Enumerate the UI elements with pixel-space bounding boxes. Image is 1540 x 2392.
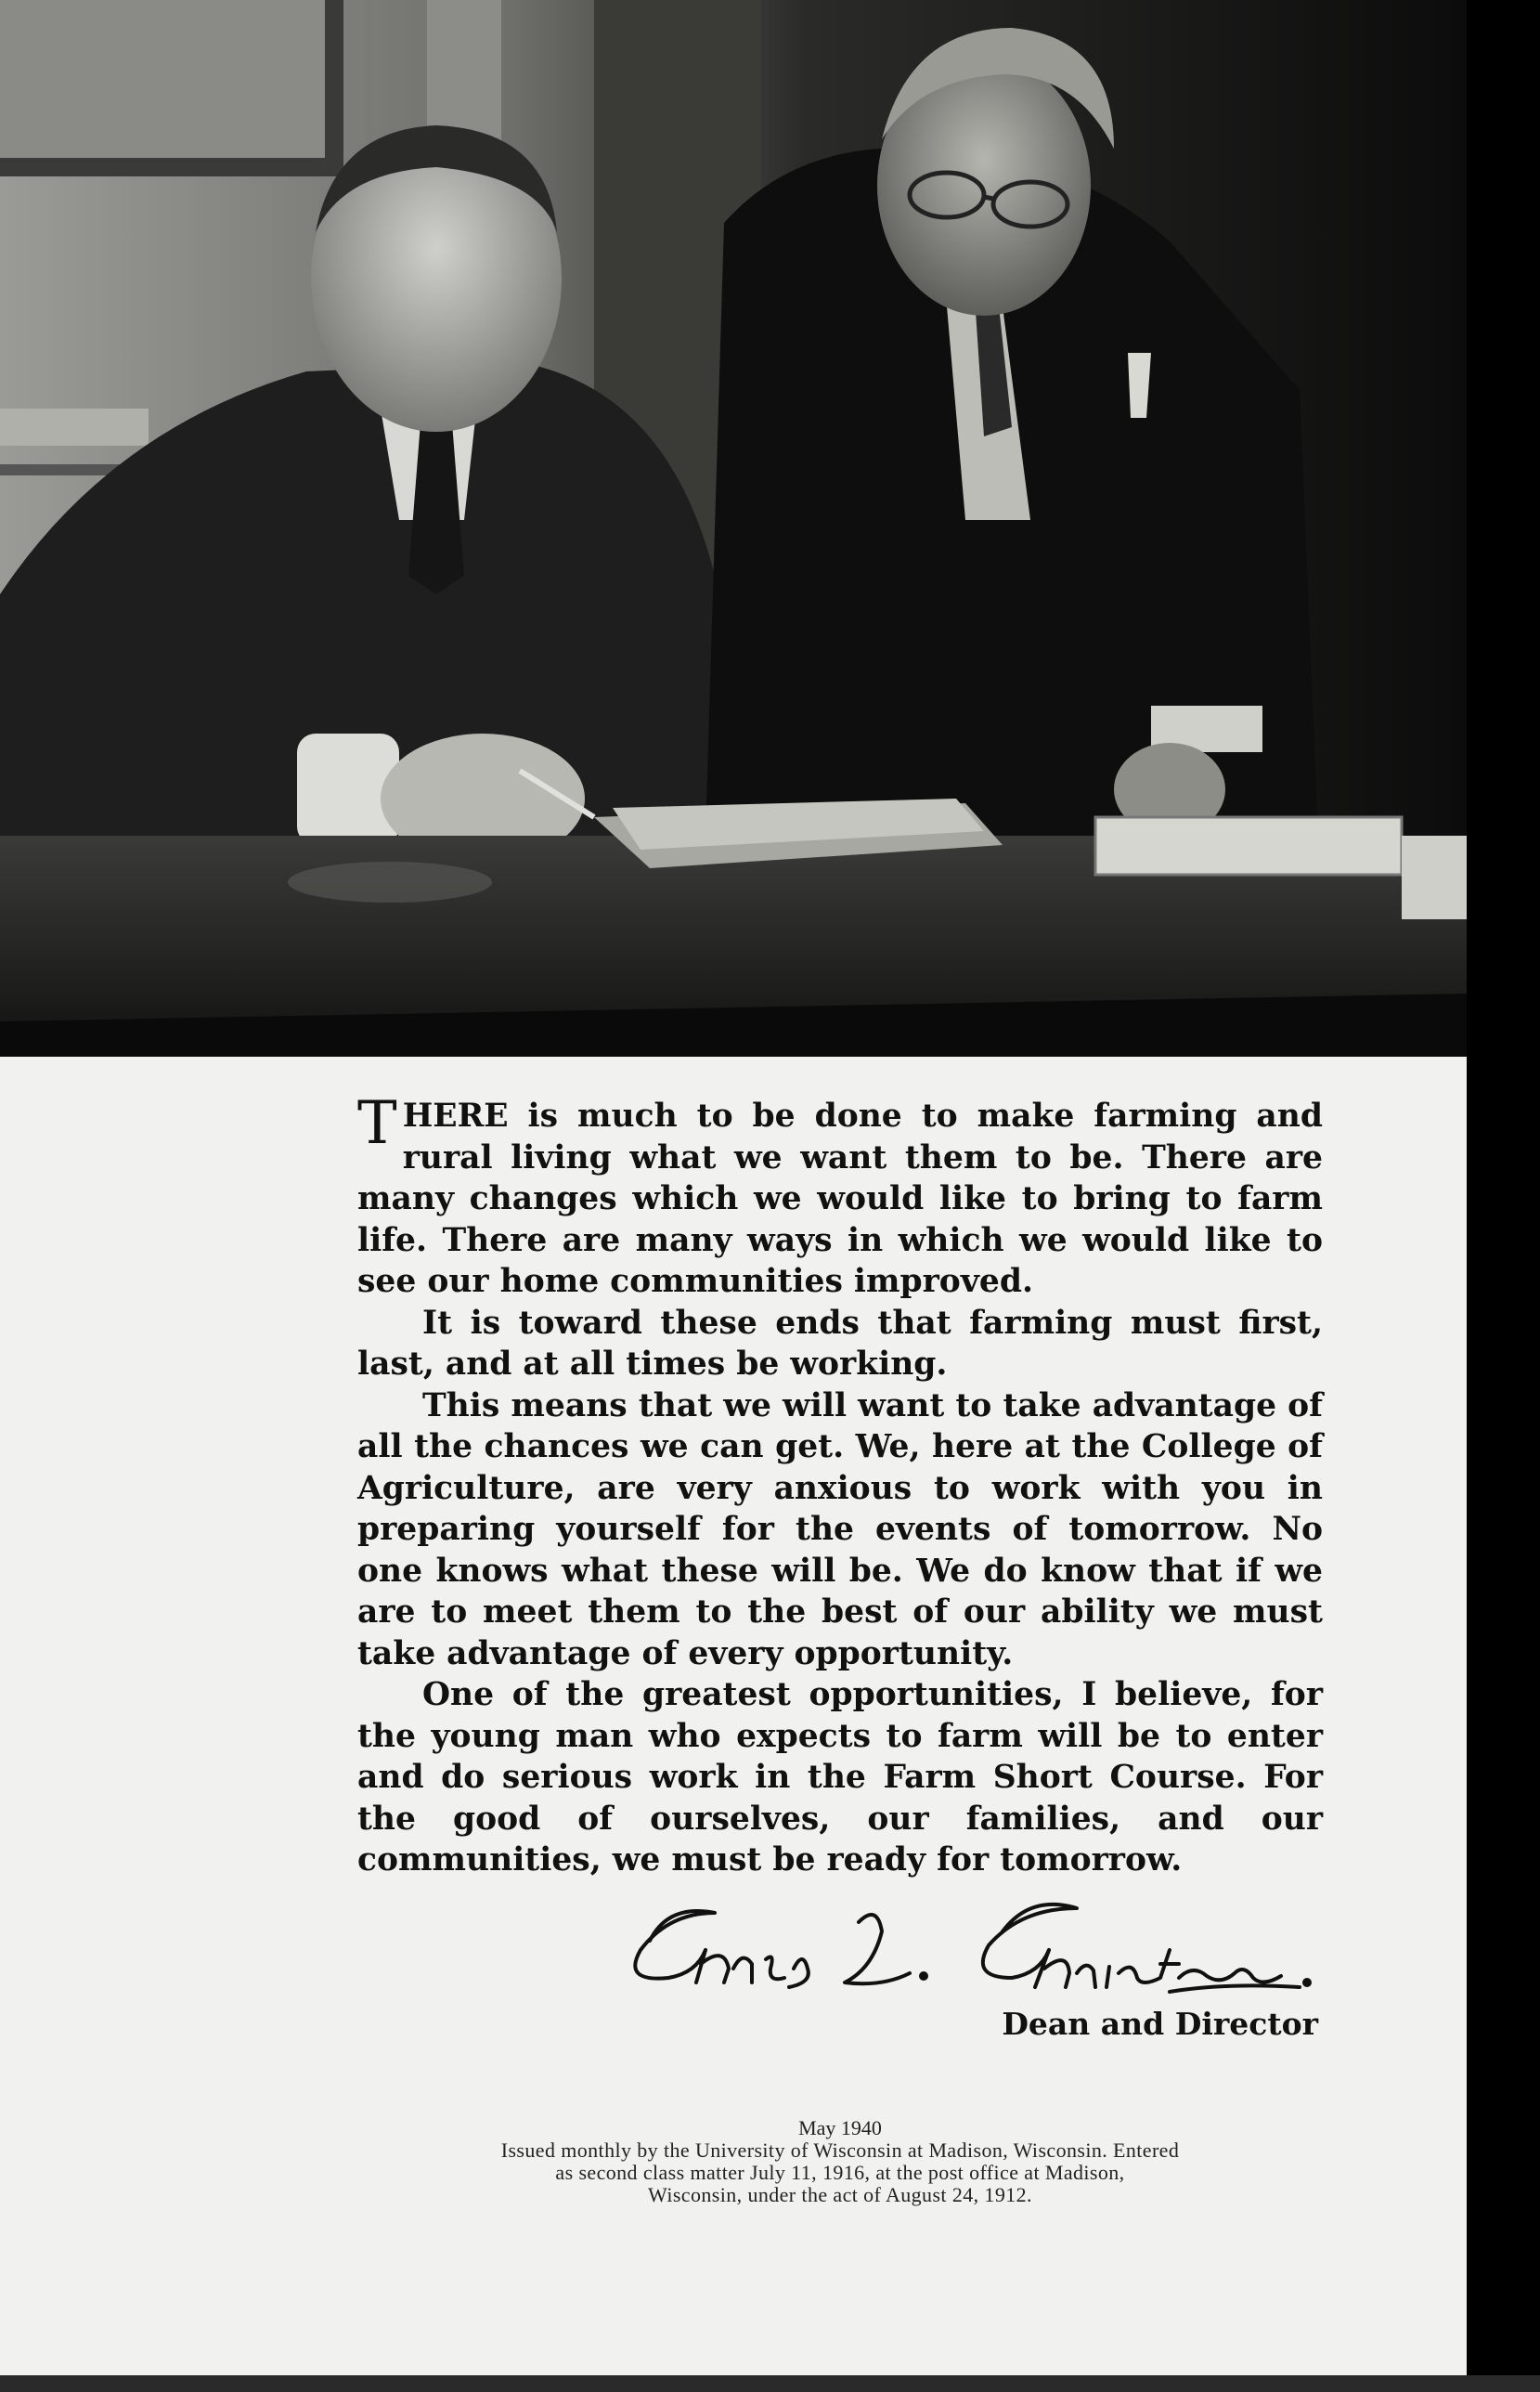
letter-paragraph: [357, 1089, 1323, 1303]
issue-date: May 1940: [798, 2116, 882, 2139]
letter-paragraph: It is toward these ends that farming must first, last, and at all times be working.: [357, 1304, 1323, 1383]
closing-title: Dean and Director: [1002, 2006, 1318, 2042]
scan-border-right: [1467, 0, 1540, 2392]
publication-footer: [353, 2117, 1327, 2206]
photograph-illustration: [0, 0, 1467, 1057]
handwritten-signature: [613, 1894, 1318, 2006]
scan-border-bottom: [0, 2375, 1540, 2392]
letter-body: [357, 1089, 1323, 1881]
issue-notice-line: Issued monthly by the University of Wisconsin at Madison, Wisconsin. Entered: [500, 2138, 1180, 2162]
drop-cap: T: [357, 1089, 397, 1158]
issue-notice-line: as second class matter July 11, 1916, at the post office at Madison,: [555, 2161, 1125, 2184]
letter-paragraph-text: HERE is much to be done to make farming and rural living what we want them to be. There are many changes which we would like to bring to farm life. There are many ways in which we would like to see our home communities improved.: [357, 1098, 1323, 1300]
letter-paragraph: One of the greatest opportunities, I believe, for the young man who expects to farm will be to enter and do serious work in the Farm Short Course. For the good of ourselves, our families, and our communities, we must be ready for tomorrow.: [357, 1676, 1323, 1878]
letter-paragraph: This means that we will want to take advantage of all the chances we can get. We, here at the College of Agriculture, are very anxious to work with you in preparing yourself for the events of tomorrow. No one knows what these will be. We do know that if we are to meet them to the best of our ability we must take advantage of every opportunity.: [357, 1386, 1323, 1672]
photograph: [0, 0, 1467, 1057]
signature-drawing: [613, 1894, 1318, 2006]
issue-notice-line: Wisconsin, under the act of August 24, 1912.: [648, 2183, 1032, 2206]
